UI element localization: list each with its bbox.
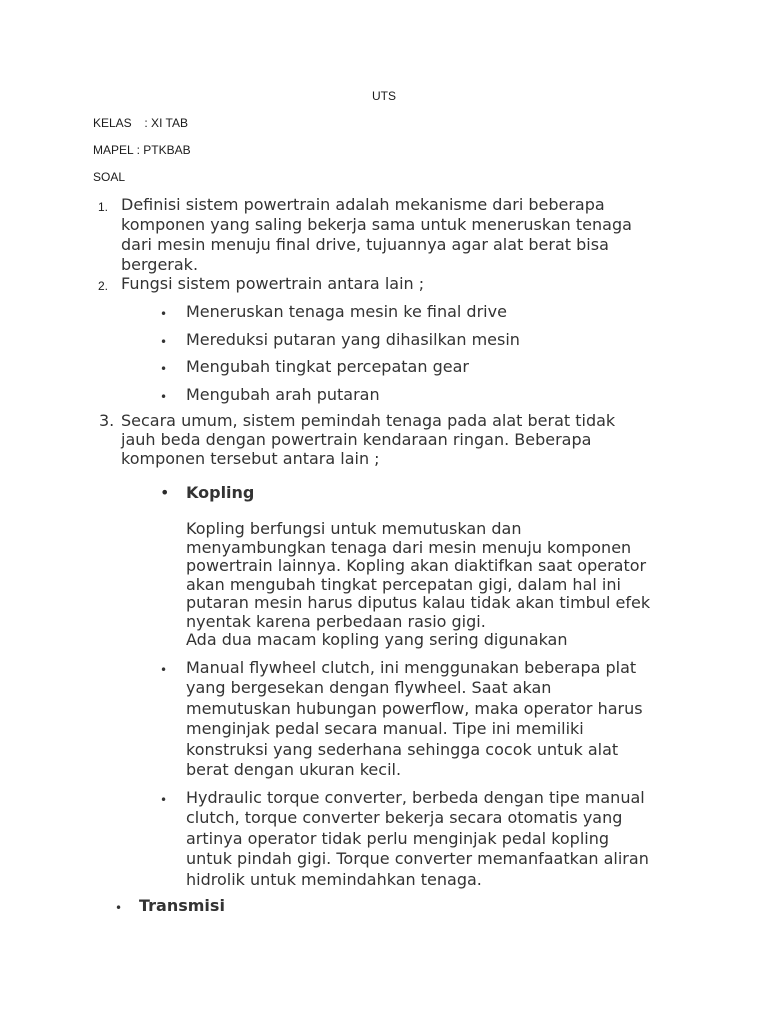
text-line: dari mesin menuju final drive, tujuannya agar alat berat bisa [121,235,609,254]
text-line: clutch, torque converter bekerja secara otomatis yang [186,808,623,828]
kopling-description [186,520,650,650]
kopling-heading: Kopling [186,483,255,502]
text-line: yang bergesekan dengan flywheel. Saat akan [186,678,552,698]
bullet-icon: • [160,307,168,321]
text-line: bergerak. [121,255,199,274]
text-line: berat dengan ukuran kecil. [186,760,402,780]
text-line: Kopling berfungsi untuk memutuskan dan [186,519,522,538]
mapel-label: MAPEL [93,143,134,157]
bullet-icon: • [160,390,168,404]
text-line: Manual flywheel clutch, ini menggunakan beberapa plat [186,658,637,677]
kopling-type-hydraulic [186,788,649,890]
bullet-icon: • [160,793,168,807]
text-line: untuk pindah gigi. Torque converter memanfaatkan aliran [186,849,649,869]
text-line: Secara umum, sistem pemindah tenaga pada alat berat tidak [121,411,616,430]
answer-1-text [121,195,632,275]
function-item: Mengubah arah putaran [186,385,380,404]
function-item: Mengubah tingkat percepatan gear [186,357,469,376]
answer-2-number: 2. [98,279,109,293]
bullet-icon: • [160,663,168,677]
function-item: Meneruskan tenaga mesin ke final drive [186,302,507,321]
text-line: putaran mesin harus diputus kalau tidak akan timbul efek [186,593,651,612]
text-line: menyambungkan tenaga dari mesin menuju komponen [186,537,632,557]
kelas-value: : XI TAB [144,116,188,130]
text-line: Definisi sistem powertrain adalah mekanisme dari beberapa [121,195,605,214]
bullet-icon: • [115,901,123,915]
transmisi-heading: Transmisi [139,896,225,915]
bullet-icon: • [160,483,170,502]
kelas-label: KELAS [93,116,132,130]
mapel-value: : PTKBAB [136,143,191,157]
text-line: artinya operator tidak perlu menginjak pedal kopling [186,828,610,848]
kelas-line [93,116,188,130]
soal-label: SOAL [93,170,126,184]
text-line: komponen yang saling bekerja sama untuk meneruskan tenaga [121,215,632,234]
answer-3-number: 3. [99,411,115,430]
bullet-icon: • [160,335,168,349]
text-line: powertrain lainnya. Kopling akan diaktifkan saat operator [186,556,647,575]
document-title: UTS [372,89,396,103]
text-line: konstruksi yang sederhana sehingga cocok untuk alat [186,739,619,759]
text-line: akan mengubah tingkat percepatan gigi, dalam hal ini [186,574,621,594]
text-line: menginjak pedal secara manual. Tipe ini memiliki [186,719,584,739]
text-line: nyentak karena perbedaan rasio gigi. [186,611,486,631]
text-line: komponen tersebut antara lain ; [121,449,380,468]
bullet-icon: • [160,362,168,376]
mapel-line [93,143,191,157]
answer-2-text: Fungsi sistem powertrain antara lain ; [121,274,425,293]
text-line: hidrolik untuk memindahkan tenaga. [186,869,482,889]
text-line: Hydraulic torque converter, berbeda dengan tipe manual [186,788,645,807]
answer-3-text [121,411,615,468]
answer-1-number: 1. [98,200,109,214]
text-line: memutuskan hubungan powerflow, maka operator harus [186,698,643,718]
function-item: Mereduksi putaran yang dihasilkan mesin [186,330,520,349]
text-line: jauh beda dengan powertrain kendaraan ringan. Beberapa [121,430,592,449]
text-line: Ada dua macam kopling yang sering digunakan [186,630,568,649]
kopling-type-manual [186,658,643,780]
